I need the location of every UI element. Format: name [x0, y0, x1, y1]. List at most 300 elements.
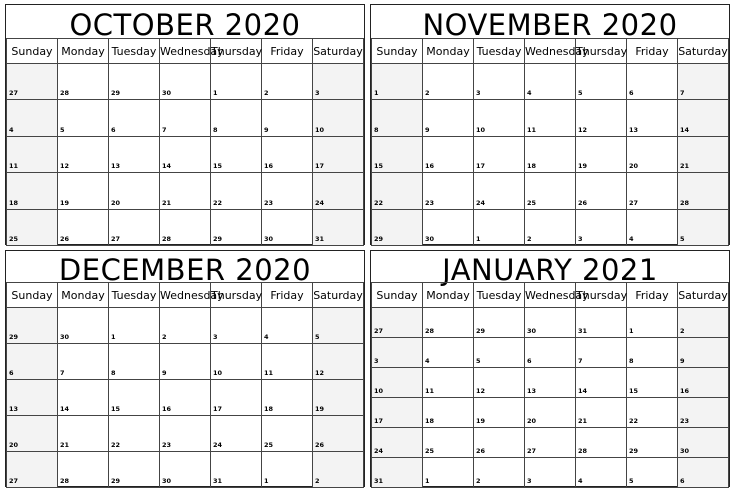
day-cell: [211, 136, 262, 172]
day-number: 28: [425, 327, 435, 335]
day-number: 29: [374, 235, 384, 243]
day-cell: [109, 136, 160, 172]
day-cell: [211, 100, 262, 136]
calendar-october-2020: [5, 4, 365, 245]
day-cell: [109, 64, 160, 100]
day-number: 28: [680, 198, 690, 207]
day-cell: [576, 100, 627, 136]
day-number: 27: [374, 327, 384, 335]
day-cell: [58, 64, 109, 100]
weekday-header: Thursday: [211, 283, 262, 308]
day-cell: [160, 173, 211, 209]
day-cell: [474, 173, 525, 209]
weekday-header: Friday: [262, 39, 313, 64]
day-cell: [525, 136, 576, 172]
day-cell: [423, 338, 474, 368]
weekday-header: Friday: [627, 39, 678, 64]
day-cell: [678, 209, 729, 245]
calendar-december-2020: [5, 250, 365, 487]
day-cell: [678, 338, 729, 368]
day-number: 10: [213, 369, 223, 377]
month-title: DECEMBER 2020: [58, 253, 312, 287]
day-number: 24: [374, 447, 384, 455]
day-cell: [7, 100, 58, 136]
day-number: 18: [9, 198, 19, 207]
day-number: 17: [213, 405, 223, 413]
day-cell: [423, 100, 474, 136]
week-row: [372, 368, 729, 398]
week-row: [7, 344, 364, 380]
day-cell: [160, 416, 211, 452]
day-number: 8: [213, 125, 218, 134]
day-number: 2: [680, 327, 685, 335]
day-cell: [211, 64, 262, 100]
day-cell: [576, 428, 627, 458]
calendar-january-2021: [370, 250, 730, 487]
day-cell: [211, 344, 262, 380]
week-row: [7, 64, 364, 100]
day-cell: [160, 136, 211, 172]
day-cell: [525, 173, 576, 209]
day-cell: [58, 173, 109, 209]
day-number: 17: [315, 162, 325, 171]
day-number: 31: [315, 235, 325, 243]
day-number: 5: [60, 125, 65, 134]
month-title: NOVEMBER 2020: [422, 8, 678, 42]
day-number: 5: [476, 357, 481, 365]
day-cell: [7, 452, 58, 488]
day-number: 13: [629, 125, 639, 134]
day-number: 4: [264, 333, 269, 341]
day-number: 3: [315, 89, 320, 98]
day-cell: [109, 344, 160, 380]
day-number: 10: [476, 125, 486, 134]
day-number: 24: [476, 198, 486, 207]
week-row: [7, 452, 364, 488]
day-cell: [372, 368, 423, 398]
weekday-header: Wednesday: [525, 39, 576, 64]
day-cell: [372, 338, 423, 368]
day-number: 14: [578, 387, 588, 395]
day-number: 17: [374, 417, 384, 425]
day-number: 7: [680, 89, 685, 98]
day-number: 15: [374, 162, 384, 171]
weekday-header: Thursday: [576, 39, 627, 64]
weekday-header: Saturday: [313, 283, 364, 308]
day-cell: [313, 452, 364, 488]
day-number: 26: [315, 441, 325, 449]
day-cell: [372, 173, 423, 209]
day-cell: [211, 380, 262, 416]
day-number: 29: [476, 327, 486, 335]
day-number: 26: [476, 447, 486, 455]
day-number: 1: [425, 477, 430, 485]
month-grid: [6, 282, 364, 488]
weekday-header: Wednesday: [525, 283, 576, 308]
day-number: 15: [629, 387, 639, 395]
day-number: 14: [680, 125, 690, 134]
day-number: 22: [629, 417, 639, 425]
day-cell: [313, 209, 364, 245]
day-number: 1: [111, 333, 116, 341]
day-cell: [7, 136, 58, 172]
day-cell: [211, 452, 262, 488]
day-number: 9: [680, 357, 685, 365]
day-cell: [372, 308, 423, 338]
weekday-header: Thursday: [211, 39, 262, 64]
day-number: 12: [476, 387, 486, 395]
day-cell: [262, 308, 313, 344]
day-number: 2: [527, 235, 532, 243]
day-number: 1: [629, 327, 634, 335]
day-cell: [525, 428, 576, 458]
day-cell: [211, 308, 262, 344]
day-cell: [525, 458, 576, 488]
day-cell: [678, 173, 729, 209]
day-cell: [678, 368, 729, 398]
day-number: 2: [264, 89, 269, 98]
week-row: [7, 173, 364, 209]
day-cell: [678, 64, 729, 100]
day-number: 25: [527, 198, 537, 207]
day-number: 13: [111, 162, 121, 171]
day-number: 3: [578, 235, 583, 243]
day-number: 30: [162, 477, 172, 485]
day-cell: [474, 428, 525, 458]
day-number: 18: [527, 162, 537, 171]
day-cell: [627, 100, 678, 136]
day-number: 16: [425, 162, 435, 171]
day-number: 2: [476, 477, 481, 485]
day-cell: [474, 136, 525, 172]
weekday-header: Sunday: [7, 39, 58, 64]
day-cell: [211, 416, 262, 452]
weekday-header: Sunday: [7, 283, 58, 308]
week-row: [372, 64, 729, 100]
day-number: 14: [60, 405, 70, 413]
week-row: [372, 458, 729, 488]
day-number: 4: [629, 235, 634, 243]
day-number: 13: [9, 405, 19, 413]
day-cell: [109, 100, 160, 136]
day-cell: [211, 173, 262, 209]
day-number: 29: [111, 89, 121, 98]
week-row: [7, 136, 364, 172]
day-number: 10: [374, 387, 384, 395]
day-cell: [423, 209, 474, 245]
day-number: 11: [9, 162, 19, 171]
day-cell: [160, 64, 211, 100]
week-row: [372, 100, 729, 136]
day-cell: [627, 209, 678, 245]
day-cell: [474, 368, 525, 398]
day-number: 10: [315, 125, 325, 134]
weekday-header: Sunday: [372, 283, 423, 308]
day-number: 9: [425, 125, 430, 134]
weekday-header: Friday: [262, 283, 313, 308]
day-number: 5: [629, 477, 634, 485]
day-number: 8: [111, 369, 116, 377]
day-cell: [372, 458, 423, 488]
weekday-header: Tuesday: [109, 39, 160, 64]
day-number: 29: [629, 447, 639, 455]
day-number: 9: [264, 125, 269, 134]
day-number: 30: [680, 447, 690, 455]
day-cell: [372, 398, 423, 428]
day-number: 21: [162, 198, 172, 207]
day-cell: [372, 136, 423, 172]
day-cell: [423, 368, 474, 398]
day-number: 30: [162, 89, 172, 98]
day-number: 28: [162, 235, 172, 243]
day-number: 12: [315, 369, 325, 377]
day-number: 1: [476, 235, 481, 243]
weekday-header: Monday: [58, 39, 109, 64]
day-number: 1: [213, 89, 218, 98]
day-cell: [109, 452, 160, 488]
day-number: 3: [213, 333, 218, 341]
day-cell: [58, 136, 109, 172]
day-number: 26: [60, 235, 70, 243]
day-cell: [576, 173, 627, 209]
day-cell: [262, 64, 313, 100]
day-number: 30: [60, 333, 70, 341]
day-number: 28: [578, 447, 588, 455]
week-row: [372, 308, 729, 338]
day-cell: [627, 458, 678, 488]
day-number: 2: [425, 89, 430, 98]
day-number: 17: [476, 162, 486, 171]
week-row: [7, 416, 364, 452]
day-cell: [372, 64, 423, 100]
day-number: 2: [315, 477, 320, 485]
day-cell: [627, 368, 678, 398]
day-cell: [313, 380, 364, 416]
month-title: JANUARY 2021: [442, 253, 658, 287]
day-number: 4: [425, 357, 430, 365]
day-number: 11: [264, 369, 274, 377]
day-number: 23: [162, 441, 172, 449]
day-cell: [262, 416, 313, 452]
day-number: 8: [374, 125, 379, 134]
weekday-header: Tuesday: [474, 283, 525, 308]
day-number: 30: [264, 235, 274, 243]
day-cell: [58, 100, 109, 136]
day-cell: [109, 308, 160, 344]
day-cell: [7, 64, 58, 100]
day-number: 6: [111, 125, 116, 134]
day-number: 20: [527, 417, 537, 425]
day-cell: [423, 428, 474, 458]
day-number: 19: [578, 162, 588, 171]
weekday-header: Wednesday: [160, 39, 211, 64]
day-number: 24: [213, 441, 223, 449]
day-number: 25: [264, 441, 274, 449]
day-number: 19: [315, 405, 325, 413]
day-cell: [627, 398, 678, 428]
month-title: OCTOBER 2020: [69, 8, 301, 42]
day-number: 28: [60, 477, 70, 485]
day-cell: [7, 209, 58, 245]
day-number: 25: [9, 235, 19, 243]
day-number: 13: [527, 387, 537, 395]
day-cell: [262, 452, 313, 488]
day-cell: [160, 380, 211, 416]
day-number: 22: [374, 198, 384, 207]
day-cell: [678, 136, 729, 172]
day-number: 21: [578, 417, 588, 425]
week-row: [372, 428, 729, 458]
day-cell: [109, 380, 160, 416]
day-number: 7: [162, 125, 167, 134]
day-cell: [58, 416, 109, 452]
weekday-header: Monday: [423, 283, 474, 308]
weekday-header: Tuesday: [474, 39, 525, 64]
day-number: 4: [578, 477, 583, 485]
day-cell: [423, 458, 474, 488]
day-cell: [678, 100, 729, 136]
week-row: [372, 209, 729, 245]
day-number: 6: [629, 89, 634, 98]
day-cell: [678, 458, 729, 488]
day-number: 31: [578, 327, 588, 335]
day-cell: [109, 209, 160, 245]
weekday-header: Wednesday: [160, 283, 211, 308]
day-number: 23: [425, 198, 435, 207]
day-cell: [313, 416, 364, 452]
day-number: 27: [527, 447, 537, 455]
day-cell: [262, 100, 313, 136]
day-number: 4: [527, 89, 532, 98]
day-cell: [7, 173, 58, 209]
day-number: 12: [60, 162, 70, 171]
day-number: 8: [629, 357, 634, 365]
day-number: 30: [425, 235, 435, 243]
day-number: 28: [60, 89, 70, 98]
day-number: 21: [60, 441, 70, 449]
day-cell: [576, 398, 627, 428]
day-number: 3: [527, 477, 532, 485]
day-number: 26: [578, 198, 588, 207]
day-number: 20: [9, 441, 19, 449]
weekday-header: Tuesday: [109, 283, 160, 308]
day-cell: [525, 398, 576, 428]
day-cell: [525, 209, 576, 245]
week-row: [372, 338, 729, 368]
day-number: 31: [213, 477, 223, 485]
day-number: 23: [680, 417, 690, 425]
day-number: 6: [527, 357, 532, 365]
day-number: 18: [264, 405, 274, 413]
day-number: 4: [9, 125, 14, 134]
day-cell: [262, 136, 313, 172]
day-number: 20: [629, 162, 639, 171]
day-cell: [160, 452, 211, 488]
day-cell: [474, 64, 525, 100]
day-number: 7: [60, 369, 65, 377]
day-number: 6: [9, 369, 14, 377]
day-cell: [160, 209, 211, 245]
day-number: 5: [315, 333, 320, 341]
day-cell: [109, 416, 160, 452]
day-cell: [58, 452, 109, 488]
day-cell: [423, 173, 474, 209]
weekday-header: Sunday: [372, 39, 423, 64]
weekday-header: Friday: [627, 283, 678, 308]
day-cell: [627, 173, 678, 209]
day-cell: [160, 344, 211, 380]
day-cell: [262, 173, 313, 209]
day-cell: [678, 428, 729, 458]
weekday-header: Saturday: [313, 39, 364, 64]
day-cell: [525, 100, 576, 136]
day-number: 24: [315, 198, 325, 207]
week-row: [372, 136, 729, 172]
day-cell: [423, 64, 474, 100]
day-cell: [423, 308, 474, 338]
day-number: 21: [680, 162, 690, 171]
day-number: 15: [111, 405, 121, 413]
day-number: 31: [374, 477, 384, 485]
day-number: 19: [60, 198, 70, 207]
day-cell: [474, 398, 525, 428]
day-cell: [372, 100, 423, 136]
day-cell: [525, 64, 576, 100]
day-cell: [211, 209, 262, 245]
day-number: 9: [162, 369, 167, 377]
day-cell: [262, 344, 313, 380]
day-cell: [525, 338, 576, 368]
weekday-header: Saturday: [678, 283, 729, 308]
week-row: [7, 209, 364, 245]
day-cell: [576, 308, 627, 338]
weekday-header: Thursday: [576, 283, 627, 308]
day-cell: [576, 458, 627, 488]
day-cell: [525, 308, 576, 338]
day-cell: [627, 338, 678, 368]
day-cell: [7, 380, 58, 416]
day-cell: [372, 209, 423, 245]
day-cell: [678, 308, 729, 338]
day-cell: [58, 308, 109, 344]
week-row: [372, 173, 729, 209]
weekday-header: Saturday: [678, 39, 729, 64]
day-cell: [678, 398, 729, 428]
day-number: 27: [111, 235, 121, 243]
day-cell: [627, 428, 678, 458]
day-number: 5: [680, 235, 685, 243]
day-number: 20: [111, 198, 121, 207]
day-number: 16: [680, 387, 690, 395]
week-row: [7, 100, 364, 136]
day-cell: [262, 380, 313, 416]
day-number: 30: [527, 327, 537, 335]
day-cell: [313, 100, 364, 136]
week-row: [372, 398, 729, 428]
day-cell: [7, 308, 58, 344]
week-row: [7, 380, 364, 416]
day-number: 3: [374, 357, 379, 365]
day-number: 23: [264, 198, 274, 207]
day-number: 25: [425, 447, 435, 455]
day-cell: [576, 209, 627, 245]
day-cell: [576, 368, 627, 398]
day-number: 7: [578, 357, 583, 365]
day-number: 3: [476, 89, 481, 98]
day-cell: [313, 344, 364, 380]
day-number: 1: [374, 89, 379, 98]
day-number: 29: [213, 235, 223, 243]
